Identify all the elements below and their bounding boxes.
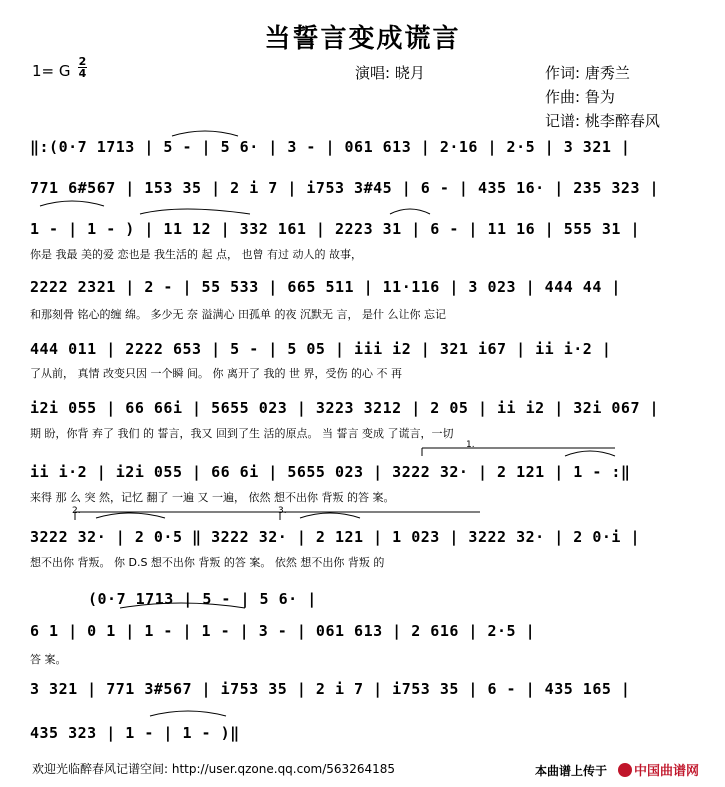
score-line-6: i2i 055 | 66 66i | 5655 023 | 3223 3212 | 2 05 | ii i2 | 32i 067 | [30, 399, 660, 417]
lyricist-credit: 作词: 唐秀兰 [545, 64, 630, 82]
slur [40, 201, 104, 206]
lyrics-line-8: 想不出你 背叛。 你 D.S 想不出你 背叛 的答 案。 依然 想不出你 背叛 的 [30, 556, 385, 569]
footer-text: 欢迎光临醉春风记谱空间: http://user.qzone.qq.com/563264185 [32, 762, 396, 776]
lyrics-line-4: 和那刻骨 铭心的缠 绵。 多少无 奈 溢满心 田孤单 的夜 沉默无 言， 是什 么让你 忘记 [30, 308, 446, 321]
lyrics-line-3: 你是 我最 美的爱 恋也是 我生活的 起 点， 也曾 有过 动人的 故事， [30, 248, 362, 261]
site-logo[interactable] [618, 760, 708, 778]
site-logo-text: 中国曲谱网 [634, 764, 700, 779]
slur [140, 209, 250, 214]
composer-credit: 作曲: 鲁为 [545, 88, 615, 106]
score-line-10: 6 1 | 0 1 | 1 - | 1 - | 3 - | 061 613 | 2 616 | 2·5 | [30, 622, 536, 640]
lyrics-line-10: 答 案。 [30, 653, 67, 666]
slur [172, 131, 238, 136]
score-line-9: (0·7 1713 | 5 - | 5 6· | [88, 590, 317, 608]
slur [300, 513, 360, 518]
slur [150, 711, 226, 716]
time-signature-top: 2 [78, 55, 87, 68]
site-logo-icon [618, 763, 632, 777]
key-signature: 1= G [32, 62, 71, 80]
slur [565, 451, 615, 456]
score-line-3: 1 - | 1 - ) | 11 12 | 332 161 | 2223 31 | 6 - | 11 16 | 555 31 | [30, 220, 640, 238]
ending-mark-2: 2. [72, 506, 81, 516]
score-line-7: ii i·2 | i2i 055 | 66 6i | 5655 023 | 3222 32· | 2 121 | 1 - :‖ [30, 463, 631, 481]
score-line-5: 444 011 | 2222 653 | 5 - | 5 05 | iii i2 | 321 i67 | ii i·2 | [30, 340, 612, 358]
lyrics-line-5: 了从前， 真情 改变只因 一个瞬 间。 你 离开了 我的 世 界，受伤 的心 不 再 [30, 367, 402, 380]
singer-credit: 演唱: 晓月 [355, 64, 425, 82]
score-line-12: 435 323 | 1 - | 1 - )‖ [30, 724, 240, 742]
score-line-4: 2222 2321 | 2 - | 55 533 | 665 511 | 11·116 | 3 023 | 444 44 | [30, 278, 621, 296]
slur [96, 513, 165, 518]
score-line-11: 3 321 | 771 3#567 | i753 35 | 2 i 7 | i753 35 | 6 - | 435 165 | [30, 680, 631, 698]
ending-mark-3: 3. [278, 506, 287, 516]
lyrics-line-6: 期 盼，你背 弃了 我们 的 誓言，我又 回到了生 活的原点。 当 誓言 变成 了谎言，一切 [30, 427, 454, 440]
slur [390, 209, 430, 214]
score-line-8: 3222 32· | 2 0·5 ‖ 3222 32· | 2 121 | 1 023 | 3222 32· | 2 0·i | [30, 528, 640, 546]
page-title: 当誓言变成谎言 [264, 24, 461, 54]
score-line-1: ‖:(0·7 1713 | 5 - | 5 6· | 3 - | 061 613 | 2·16 | 2·5 | 3 321 | [30, 138, 631, 156]
lyrics-line-7: 来得 那 么 突 然，记忆 翻了 一遍 又 一遍， 依然 想不出你 背叛 的答 案。 [30, 491, 395, 504]
slur [120, 603, 245, 608]
time-signature-bottom: 4 [78, 67, 87, 80]
upload-label: 本曲谱上传于 [535, 764, 608, 778]
transcriber-credit: 记谱: 桃李醉春风 [545, 112, 660, 130]
score-line-2: 771 6#567 | 153 35 | 2 i 7 | i753 3#45 | 6 - | 435 16· | 235 323 | [30, 179, 660, 197]
ending-mark-1: 1. [466, 440, 475, 450]
